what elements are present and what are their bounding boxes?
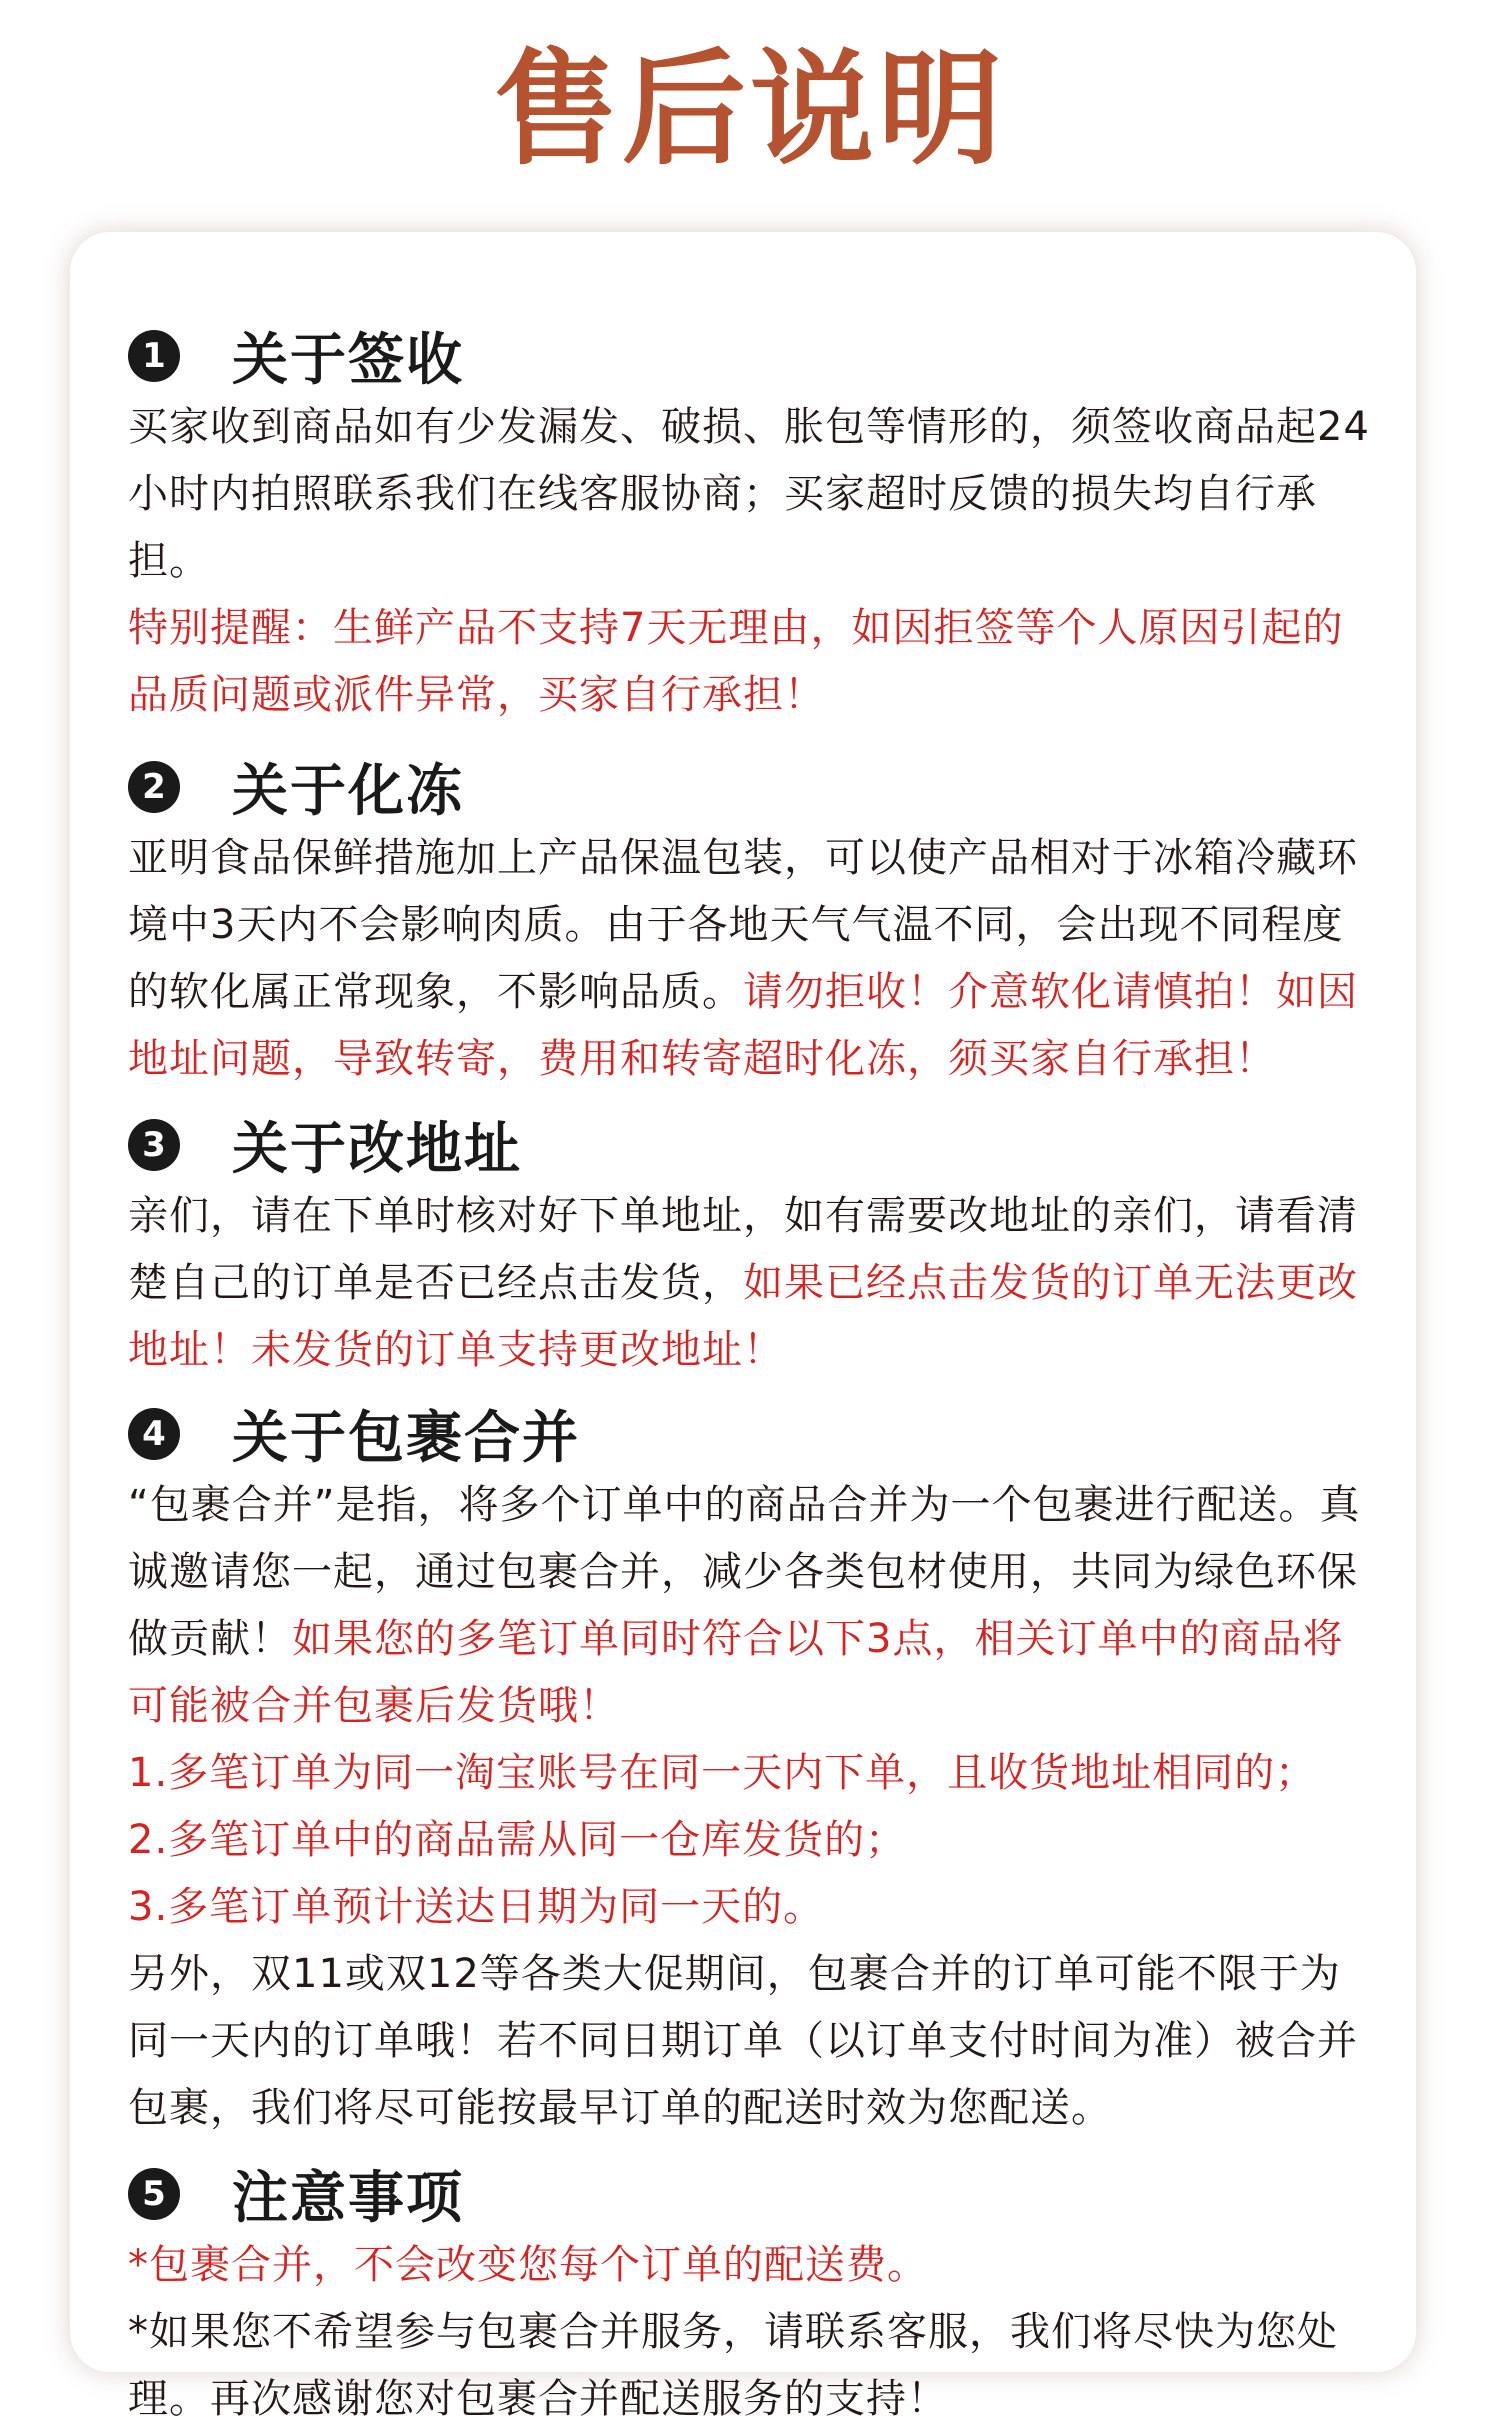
paragraph-text: 另外，双11或双12等各类大促期间，包裹合并的订单可能不限于为同一天内的订单哦！若不同日期订单（以订单支付时间为准）被合并包裹，我们将尽可能按最早订单的配送时效为您配送。 [128, 1951, 1358, 2131]
section-title: 关于签收 [232, 328, 464, 393]
section-header [128, 318, 1378, 394]
paragraph-text: 亲们，请在下单时核对好下单地址，如有需要改地址的亲们，请看清楚自己的订单是否已经点击发货， [128, 1193, 1358, 1306]
section-title: 关于包裹合并 [232, 1406, 580, 1471]
section-header [128, 749, 1378, 825]
list-item [128, 1874, 1378, 1941]
section-title: 关于化冻 [232, 759, 464, 824]
number-badge-icon: 5 [128, 2168, 180, 2220]
paragraph-highlight: 2.多笔订单中的商品需从同一仓库发货的； [128, 1817, 907, 1863]
number-badge-icon: 1 [128, 330, 180, 382]
paragraph-text: 买家收到商品如有少发漏发、破损、胀包等情形的，须签收商品起24小时内拍照联系我们在线客服协商；买家超时反馈的损失均自行承担。 [128, 404, 1370, 584]
section-thawing [128, 749, 1378, 1093]
paragraph-highlight: 特别提醒：生鲜产品不支持7天无理由，如因拒签等个人原因引起的品质问题或派件异常，买家自行承担！ [128, 605, 1344, 718]
section-signing [128, 318, 1378, 729]
paragraph-highlight: 3.多笔订单预计送达日期为同一天的。 [128, 1884, 825, 1930]
section-header [128, 1396, 1378, 1472]
section-notes [128, 2156, 1378, 2433]
paragraph-text: 亚明食品保鲜措施加上产品保温包装，可以使产品相对于冰箱冷藏环境中3天内不会影响肉质。由于各地天气气温不同，会出现不同程度的软化属正常现象，不影响品质。 [128, 835, 1358, 1015]
paragraph [128, 2232, 1378, 2299]
paragraph [128, 1183, 1378, 1384]
paragraph-text: “包裹合并”是指，将多个订单中的商品合并为一个包裹进行配送。真诚邀请您一起，通过包裹合并，减少各类包材使用，共同为绿色环保做贡献！ [128, 1482, 1361, 1662]
paragraph-highlight: 1.多笔订单为同一淘宝账号在同一天内下单，且收货地址相同的； [128, 1750, 1317, 1796]
paragraph-highlight: 如果已经点击发货的订单无法更改地址！未发货的订单支持更改地址！ [128, 1260, 1358, 1373]
paragraph [128, 394, 1378, 595]
section-body [128, 1472, 1378, 2142]
paragraph [128, 595, 1378, 729]
section-body [128, 394, 1378, 729]
paragraph [128, 1472, 1378, 1740]
paragraph-highlight: 如果您的多笔订单同时符合以下3点，相关订单中的商品将可能被合并包裹后发货哦！ [128, 1616, 1344, 1729]
section-body [128, 825, 1378, 1093]
paragraph-highlight: *包裹合并，不会改变您每个订单的配送费。 [128, 2242, 928, 2288]
list-item [128, 1807, 1378, 1874]
paragraph [128, 2299, 1378, 2433]
paragraph [128, 1941, 1378, 2142]
paragraph-highlight: 请勿拒收！介意软化请慎拍！如因地址问题，导致转寄，费用和转寄超时化冻，须买家自行承担！ [128, 969, 1358, 1082]
section-change-address [128, 1107, 1378, 1384]
section-title: 关于改地址 [232, 1117, 522, 1182]
section-header [128, 1107, 1378, 1183]
paragraph [128, 825, 1378, 1093]
section-title: 注意事项 [232, 2166, 464, 2231]
list-item [128, 1740, 1378, 1807]
section-body [128, 2232, 1378, 2433]
page-title: 售后说明 [493, 38, 1006, 182]
number-badge-icon: 3 [128, 1119, 180, 1171]
paragraph-text: *如果您不希望参与包裹合并服务，请联系客服，我们将尽快为您处理。再次感谢您对包裹合并配送服务的支持！ [128, 2309, 1338, 2422]
section-header [128, 2156, 1378, 2232]
sections-container [128, 318, 1378, 2433]
number-badge-icon: 4 [128, 1408, 180, 1460]
section-package-merge [128, 1396, 1378, 2142]
section-body [128, 1183, 1378, 1384]
number-badge-icon: 2 [128, 761, 180, 813]
